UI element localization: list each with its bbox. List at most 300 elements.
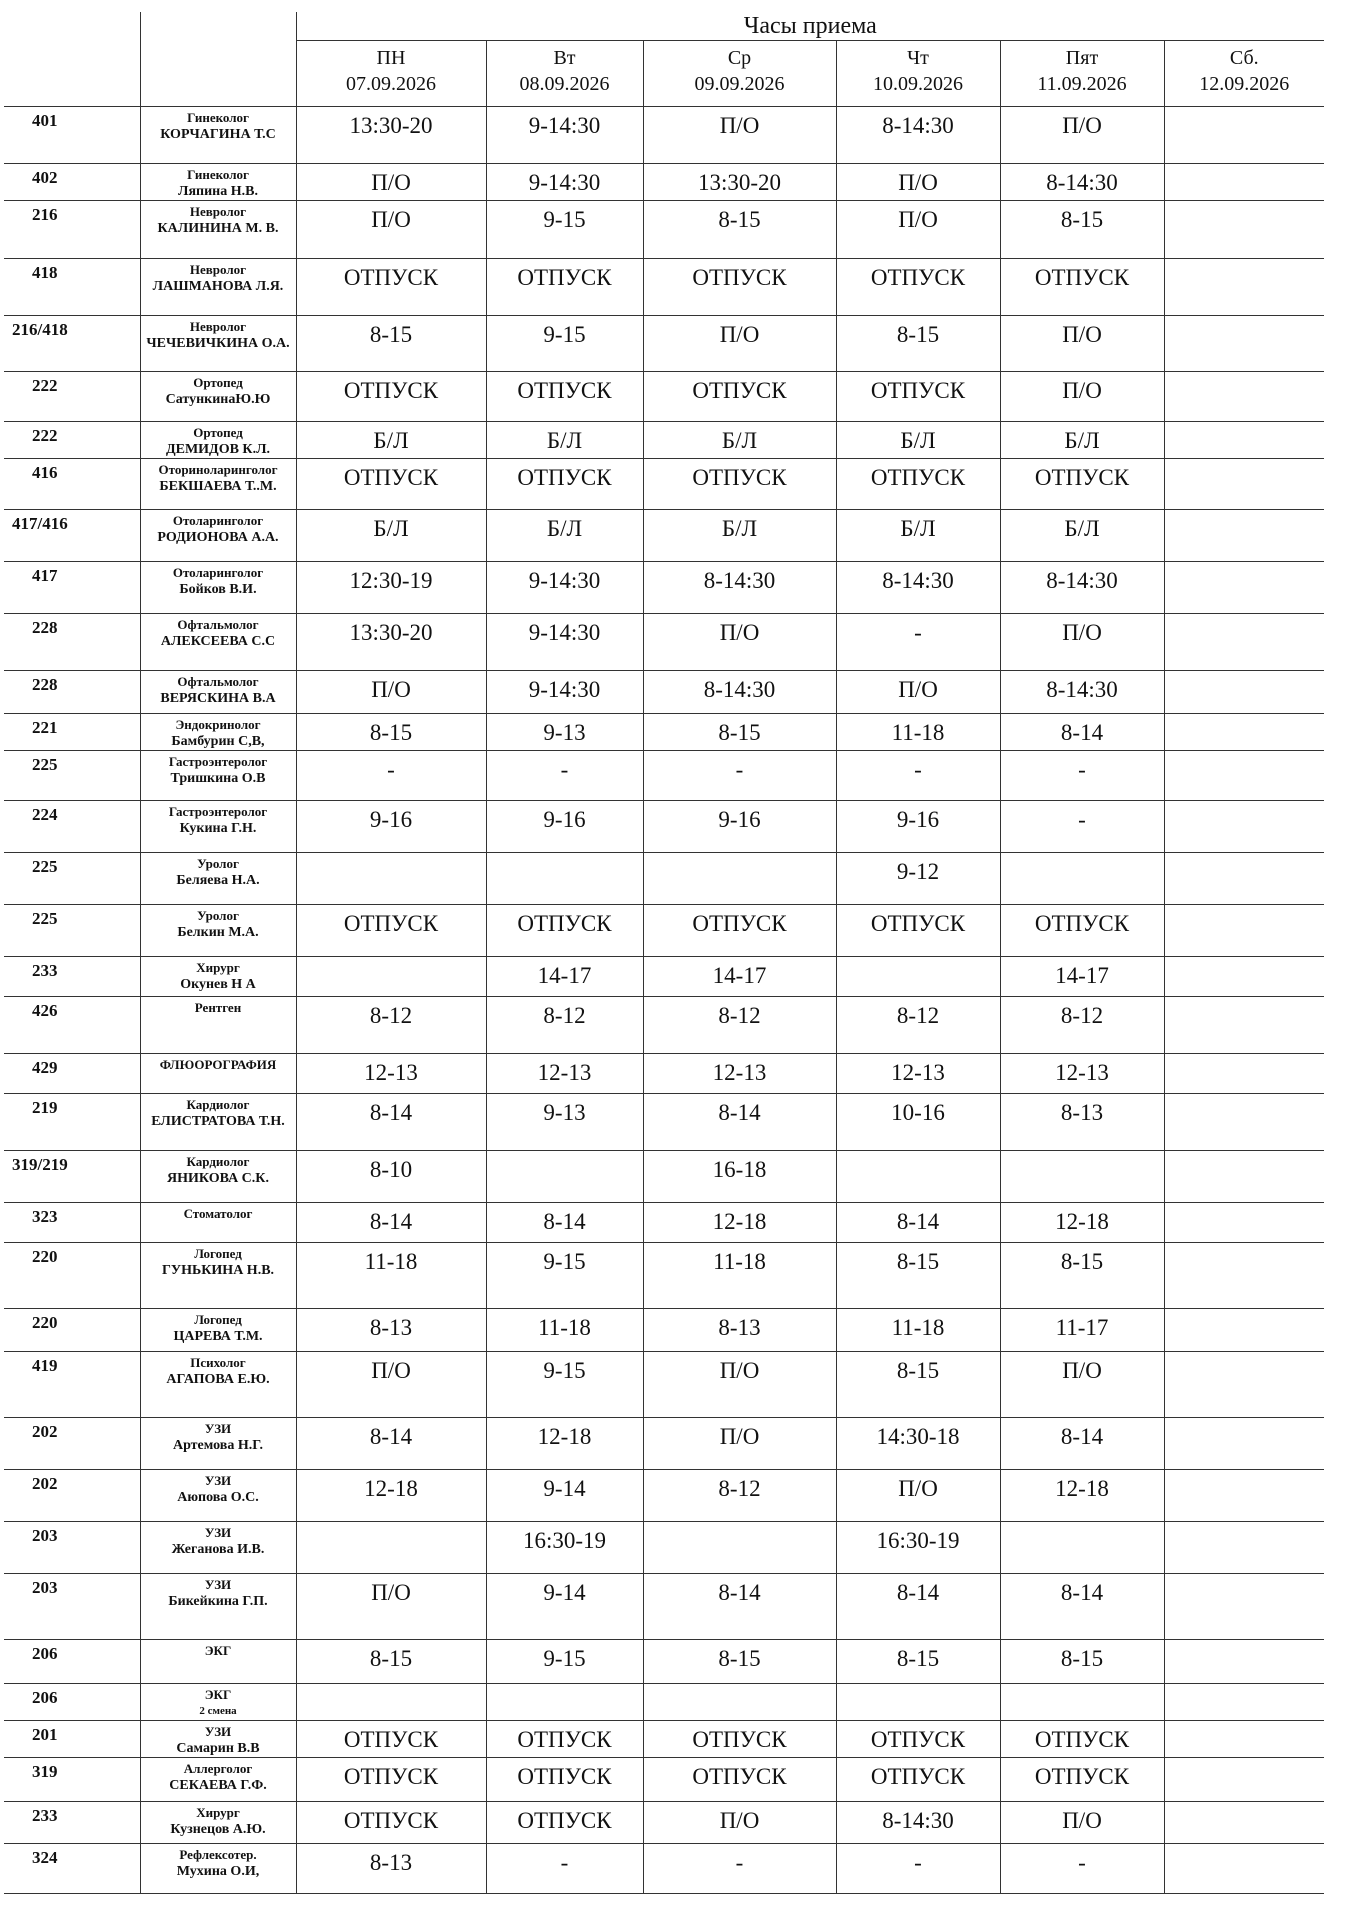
- specialty: Невролог: [189, 319, 247, 334]
- hours-cell: 9-15: [486, 1243, 643, 1309]
- hours-cell: [1164, 614, 1324, 671]
- table-row: [4, 1309, 1324, 1352]
- doctor-name: КОРЧАГИНА Т.С: [160, 127, 276, 142]
- table-row: [4, 510, 1324, 562]
- specialist-cell: [140, 905, 296, 957]
- room-number: 206: [4, 1640, 140, 1684]
- hours-cell: П/О: [296, 1574, 486, 1640]
- hours-cell: 11-18: [836, 1309, 1000, 1352]
- hours-cell: 8-15: [1000, 1640, 1164, 1684]
- specialist-cell: [140, 562, 296, 614]
- hours-cell: 8-12: [643, 1470, 836, 1522]
- doctor-name: АЛЕКСЕЕВА С.С: [160, 634, 276, 649]
- table-row: [4, 1054, 1324, 1094]
- specialty: Аллерголог: [183, 1761, 253, 1776]
- room-number: 225: [4, 751, 140, 801]
- hours-cell: 16-18: [643, 1151, 836, 1203]
- hours-cell: 9-15: [486, 1640, 643, 1684]
- room-number: 323: [4, 1203, 140, 1243]
- room-number: 202: [4, 1418, 140, 1470]
- room-number: 417: [4, 562, 140, 614]
- table-row: [4, 997, 1324, 1054]
- hours-cell: ОТПУСК: [296, 1758, 486, 1802]
- hours-cell: ОТПУСК: [296, 1721, 486, 1758]
- hours-cell: [1164, 1721, 1324, 1758]
- room-number: 203: [4, 1574, 140, 1640]
- specialty: Уролог: [197, 908, 239, 923]
- specialist-cell: [140, 751, 296, 801]
- hours-cell: Б/Л: [1000, 510, 1164, 562]
- hours-cell: ОТПУСК: [486, 372, 643, 422]
- hours-cell: 9-14:30: [486, 614, 643, 671]
- hours-cell: [296, 853, 486, 905]
- specialist-cell: [140, 1309, 296, 1352]
- hours-cell: П/О: [643, 107, 836, 164]
- hours-cell: 8-15: [836, 1352, 1000, 1418]
- specialist-cell: [140, 1640, 296, 1684]
- table-row: [4, 1802, 1324, 1844]
- table-row: [4, 1758, 1324, 1802]
- hours-cell: 8-14: [643, 1574, 836, 1640]
- doctor-name: Мухина О.И,: [176, 1864, 260, 1879]
- hours-cell: 8-14: [296, 1203, 486, 1243]
- table-row: [4, 751, 1324, 801]
- specialist-cell: [140, 614, 296, 671]
- room-number: 426: [4, 997, 140, 1054]
- hours-cell: Б/Л: [1000, 422, 1164, 459]
- hours-cell: ОТПУСК: [1000, 459, 1164, 510]
- hours-cell: 8-12: [296, 997, 486, 1054]
- hours-cell: [643, 1684, 836, 1721]
- doctor-name: Жеганова И.В.: [171, 1542, 265, 1557]
- hours-cell: 8-14:30: [836, 562, 1000, 614]
- specialty: Гинеколог: [187, 110, 249, 125]
- hours-cell: Б/Л: [643, 510, 836, 562]
- specialist-cell: [140, 714, 296, 751]
- specialty: Ортопед: [193, 425, 243, 440]
- hours-cell: Б/Л: [486, 422, 643, 459]
- hours-cell: 8-10: [296, 1151, 486, 1203]
- hours-cell: -: [1000, 1844, 1164, 1894]
- hours-cell: [1164, 107, 1324, 164]
- specialist-cell: [140, 259, 296, 316]
- room-number: 228: [4, 614, 140, 671]
- specialty: ФЛЮОРОГРАФИЯ: [159, 1057, 277, 1072]
- hours-cell: ОТПУСК: [486, 1758, 643, 1802]
- hours-cell: 13:30-20: [296, 107, 486, 164]
- hours-cell: 8-15: [296, 714, 486, 751]
- specialist-cell: [140, 1352, 296, 1418]
- room-number: 206: [4, 1684, 140, 1721]
- hours-cell: 14-17: [1000, 957, 1164, 997]
- hours-cell: П/О: [836, 671, 1000, 714]
- hours-cell: -: [836, 1844, 1000, 1894]
- hours-cell: 9-16: [836, 801, 1000, 853]
- hours-cell: 8-15: [296, 316, 486, 372]
- table-row: [4, 1151, 1324, 1203]
- hours-cell: ОТПУСК: [1000, 905, 1164, 957]
- doctor-name: Тришкина О.В: [170, 771, 266, 786]
- room-number: 203: [4, 1522, 140, 1574]
- room-number: 416: [4, 459, 140, 510]
- hours-cell: П/О: [296, 201, 486, 259]
- specialty: Ортопед: [193, 375, 243, 390]
- hours-cell: [1164, 316, 1324, 372]
- table-row: [4, 1352, 1324, 1418]
- hours-cell: 14-17: [486, 957, 643, 997]
- hours-cell: [1164, 459, 1324, 510]
- room-number: 402: [4, 164, 140, 201]
- hours-cell: 9-15: [486, 1352, 643, 1418]
- hours-cell: 12-13: [643, 1054, 836, 1094]
- hours-cell: П/О: [643, 1418, 836, 1470]
- doctor-name: Бикейкина Г.П.: [168, 1594, 268, 1609]
- hours-cell: 12-13: [836, 1054, 1000, 1094]
- table-row: [4, 107, 1324, 164]
- hours-cell: 8-14: [1000, 1418, 1164, 1470]
- hours-cell: [1164, 1844, 1324, 1894]
- hours-cell: П/О: [643, 316, 836, 372]
- hours-cell: [1164, 1640, 1324, 1684]
- room-number: 222: [4, 422, 140, 459]
- hours-cell: 14-17: [643, 957, 836, 997]
- table-row: [4, 422, 1324, 459]
- hours-cell: [1000, 1684, 1164, 1721]
- hours-cell: 14:30-18: [836, 1418, 1000, 1470]
- specialist-cell: [140, 1094, 296, 1151]
- hours-cell: 8-14: [1000, 1574, 1164, 1640]
- hours-cell: ОТПУСК: [643, 905, 836, 957]
- hours-cell: 9-14: [486, 1574, 643, 1640]
- hours-cell: ОТПУСК: [296, 459, 486, 510]
- hours-cell: [1164, 1309, 1324, 1352]
- hours-cell: [1000, 1522, 1164, 1574]
- day-name: Сб.: [1229, 47, 1259, 69]
- hours-cell: ОТПУСК: [643, 259, 836, 316]
- specialist-cell: [140, 1243, 296, 1309]
- room-number: 429: [4, 1054, 140, 1094]
- room-number: 201: [4, 1721, 140, 1758]
- hours-cell: 16:30-19: [486, 1522, 643, 1574]
- table-row: [4, 1203, 1324, 1243]
- doctor-name: Кузнецов А.Ю.: [170, 1822, 266, 1837]
- hours-cell: 12-13: [486, 1054, 643, 1094]
- hours-cell: ОТПУСК: [296, 905, 486, 957]
- room-number: 319: [4, 1758, 140, 1802]
- specialty: Уролог: [197, 856, 239, 871]
- doctor-name: Окунев Н А: [180, 977, 256, 992]
- hours-cell: П/О: [643, 614, 836, 671]
- day-name: Пят: [1065, 47, 1099, 69]
- hours-cell: 9-16: [296, 801, 486, 853]
- hours-cell: 8-14:30: [1000, 671, 1164, 714]
- hours-cell: 8-14:30: [836, 107, 1000, 164]
- table-row: [4, 1574, 1324, 1640]
- day-date: 08.09.2026: [519, 73, 610, 95]
- hours-cell: 8-14:30: [1000, 164, 1164, 201]
- header-blank-spec: [140, 12, 296, 107]
- hours-cell: 12-13: [296, 1054, 486, 1094]
- hours-cell: П/О: [296, 164, 486, 201]
- day-date: 10.09.2026: [873, 73, 963, 95]
- specialist-cell: [140, 1721, 296, 1758]
- hours-cell: Б/Л: [486, 510, 643, 562]
- hours-cell: -: [836, 751, 1000, 801]
- specialty: Отоларинголог: [172, 513, 264, 528]
- hours-cell: 8-14: [486, 1203, 643, 1243]
- doctor-name: ЕЛИСТРАТОВА Т.Н.: [151, 1114, 285, 1129]
- hours-cell: 11-18: [836, 714, 1000, 751]
- hours-cell: -: [836, 614, 1000, 671]
- hours-cell: 8-14:30: [643, 562, 836, 614]
- hours-cell: -: [296, 751, 486, 801]
- room-number: 221: [4, 714, 140, 751]
- hours-cell: 10-16: [836, 1094, 1000, 1151]
- specialist-cell: [140, 510, 296, 562]
- hours-cell: [486, 1151, 643, 1203]
- hours-cell: ОТПУСК: [1000, 259, 1164, 316]
- hours-cell: 9-13: [486, 1094, 643, 1151]
- day-header: [296, 41, 486, 107]
- hours-cell: 9-14:30: [486, 671, 643, 714]
- hours-cell: П/О: [1000, 316, 1164, 372]
- table-row: [4, 1470, 1324, 1522]
- specialty: УЗИ: [204, 1577, 232, 1592]
- hours-cell: 9-15: [486, 201, 643, 259]
- hours-cell: ОТПУСК: [836, 459, 1000, 510]
- specialty: Эндокринолог: [175, 717, 261, 732]
- hours-cell: [1164, 1802, 1324, 1844]
- specialist-cell: [140, 853, 296, 905]
- hours-cell: 8-12: [836, 997, 1000, 1054]
- hours-cell: ОТПУСК: [296, 372, 486, 422]
- specialty: ЭКГ: [204, 1643, 232, 1658]
- hours-cell: 8-14: [643, 1094, 836, 1151]
- hours-cell: [1164, 201, 1324, 259]
- hours-cell: [1164, 259, 1324, 316]
- specialist-cell: [140, 1684, 296, 1721]
- room-number: 224: [4, 801, 140, 853]
- specialist-cell: [140, 1758, 296, 1802]
- hours-cell: 12-13: [1000, 1054, 1164, 1094]
- hours-cell: 8-14: [296, 1418, 486, 1470]
- hours-cell: ОТПУСК: [643, 1721, 836, 1758]
- hours-cell: 12-18: [486, 1418, 643, 1470]
- table-row: [4, 905, 1324, 957]
- hours-cell: [643, 1522, 836, 1574]
- doctor-name: РОДИОНОВА А.А.: [157, 530, 279, 545]
- specialty: Невролог: [189, 262, 247, 277]
- table-row: [4, 671, 1324, 714]
- hours-cell: 9-16: [643, 801, 836, 853]
- specialty: Офтальмолог: [177, 674, 259, 689]
- hours-cell: [1164, 372, 1324, 422]
- table-row: [4, 164, 1324, 201]
- room-number: 228: [4, 671, 140, 714]
- table-row: [4, 316, 1324, 372]
- room-number: 219: [4, 1094, 140, 1151]
- hours-cell: ОТПУСК: [486, 459, 643, 510]
- hours-cell: 8-15: [643, 714, 836, 751]
- day-header: [1000, 41, 1164, 107]
- specialist-cell: [140, 459, 296, 510]
- table-row: [4, 614, 1324, 671]
- specialist-cell: [140, 372, 296, 422]
- hours-cell: П/О: [296, 671, 486, 714]
- hours-cell: 11-17: [1000, 1309, 1164, 1352]
- hours-cell: 8-15: [643, 201, 836, 259]
- hours-cell: [1164, 714, 1324, 751]
- specialty: Невролог: [189, 204, 247, 219]
- table-row: [4, 372, 1324, 422]
- table-row: [4, 259, 1324, 316]
- specialist-cell: [140, 1470, 296, 1522]
- specialist-cell: [140, 201, 296, 259]
- hours-cell: [1164, 997, 1324, 1054]
- specialty: Офтальмолог: [177, 617, 259, 632]
- day-date: 07.09.2026: [346, 73, 436, 95]
- hours-cell: [1164, 1418, 1324, 1470]
- hours-cell: 8-12: [643, 997, 836, 1054]
- day-name: Вт: [553, 47, 576, 69]
- specialty: ЭКГ: [204, 1687, 232, 1702]
- hours-cell: П/О: [1000, 1352, 1164, 1418]
- doctor-name: Беляева Н.А.: [176, 873, 260, 888]
- hours-cell: 11-18: [296, 1243, 486, 1309]
- hours-cell: [1164, 1522, 1324, 1574]
- table-row: [4, 201, 1324, 259]
- specialty: Логопед: [194, 1246, 242, 1261]
- specialty: Хирург: [196, 960, 240, 975]
- doctor-name: АГАПОВА Е.Ю.: [166, 1372, 270, 1387]
- hours-cell: -: [486, 1844, 643, 1894]
- table-row: [4, 853, 1324, 905]
- doctor-name: ДЕМИДОВ К.Л.: [165, 442, 270, 457]
- specialty: Гастроэнтеролог: [168, 804, 268, 819]
- hours-cell: [1164, 1684, 1324, 1721]
- hours-cell: Б/Л: [296, 510, 486, 562]
- hours-cell: -: [643, 751, 836, 801]
- specialty: Кардиолог: [186, 1154, 250, 1169]
- hours-cell: 8-12: [486, 997, 643, 1054]
- hours-cell: 8-15: [836, 316, 1000, 372]
- doctor-name: Аюпова О.С.: [177, 1490, 259, 1505]
- hours-cell: 8-15: [836, 1243, 1000, 1309]
- hours-cell: [1164, 751, 1324, 801]
- specialist-cell: [140, 1203, 296, 1243]
- hours-cell: [643, 853, 836, 905]
- table-row: [4, 1522, 1324, 1574]
- reception-hours-title: Часы приема: [296, 12, 1324, 41]
- specialty: Психолог: [190, 1355, 246, 1370]
- hours-cell: ОТПУСК: [836, 259, 1000, 316]
- hours-cell: 8-14:30: [643, 671, 836, 714]
- doctor-name: КАЛИНИНА М. В.: [157, 221, 279, 236]
- hours-cell: 9-13: [486, 714, 643, 751]
- specialty: Гинеколог: [187, 167, 249, 182]
- hours-cell: Б/Л: [296, 422, 486, 459]
- doctor-name: Самарин В.В: [176, 1741, 260, 1756]
- hours-cell: П/О: [836, 164, 1000, 201]
- hours-cell: [1164, 1243, 1324, 1309]
- hours-cell: [1000, 1151, 1164, 1203]
- hours-cell: [1164, 1574, 1324, 1640]
- room-number: 419: [4, 1352, 140, 1418]
- table-row: [4, 957, 1324, 997]
- day-header: [1164, 41, 1324, 107]
- hours-cell: ОТПУСК: [643, 1758, 836, 1802]
- hours-cell: ОТПУСК: [643, 459, 836, 510]
- specialist-cell: [140, 164, 296, 201]
- hours-cell: 8-15: [1000, 201, 1164, 259]
- day-header: [643, 41, 836, 107]
- hours-cell: 9-14: [486, 1470, 643, 1522]
- hours-cell: 12-18: [296, 1470, 486, 1522]
- hours-cell: [1164, 957, 1324, 997]
- doctor-name: Артемова Н.Г.: [172, 1438, 264, 1453]
- day-header: [486, 41, 643, 107]
- doctor-name: БЕКШАЕВА Т..М.: [159, 479, 277, 494]
- hours-cell: [1164, 422, 1324, 459]
- specialty: Рефлексотер.: [179, 1847, 257, 1862]
- day-header: [836, 41, 1000, 107]
- hours-cell: [1164, 1352, 1324, 1418]
- hours-cell: 13:30-20: [643, 164, 836, 201]
- table-row: [4, 801, 1324, 853]
- hours-cell: [1164, 1094, 1324, 1151]
- room-number: 216/418: [4, 316, 140, 372]
- hours-cell: П/О: [296, 1352, 486, 1418]
- hours-cell: ОТПУСК: [486, 905, 643, 957]
- specialist-cell: [140, 997, 296, 1054]
- doctor-name: 2 смена: [199, 1705, 237, 1717]
- room-number: 220: [4, 1309, 140, 1352]
- room-number: 225: [4, 905, 140, 957]
- hours-cell: ОТПУСК: [486, 259, 643, 316]
- specialist-cell: [140, 1802, 296, 1844]
- table-row: [4, 1684, 1324, 1721]
- doctor-name: СЕКАЕВА Г.Ф.: [169, 1778, 267, 1793]
- day-name: ПН: [376, 47, 406, 69]
- hours-cell: 11-18: [643, 1243, 836, 1309]
- table-row: [4, 1721, 1324, 1758]
- room-number: 417/416: [4, 510, 140, 562]
- room-number: 418: [4, 259, 140, 316]
- hours-cell: ОТПУСК: [836, 372, 1000, 422]
- hours-cell: 9-16: [486, 801, 643, 853]
- table-row: [4, 459, 1324, 510]
- hours-cell: [486, 1684, 643, 1721]
- hours-cell: 9-14:30: [486, 107, 643, 164]
- room-number: 319/219: [4, 1151, 140, 1203]
- hours-cell: 8-12: [1000, 997, 1164, 1054]
- hours-cell: [296, 1522, 486, 1574]
- hours-cell: 8-14: [836, 1574, 1000, 1640]
- header-blank-room: [4, 12, 140, 107]
- hours-cell: 12-18: [1000, 1203, 1164, 1243]
- specialist-cell: [140, 316, 296, 372]
- room-number: 233: [4, 957, 140, 997]
- hours-cell: [1164, 510, 1324, 562]
- hours-cell: -: [643, 1844, 836, 1894]
- hours-cell: [1164, 1470, 1324, 1522]
- hours-cell: 13:30-20: [296, 614, 486, 671]
- specialist-cell: [140, 671, 296, 714]
- specialist-cell: [140, 1054, 296, 1094]
- hours-cell: ОТПУСК: [296, 1802, 486, 1844]
- hours-cell: 9-15: [486, 316, 643, 372]
- hours-cell: П/О: [836, 201, 1000, 259]
